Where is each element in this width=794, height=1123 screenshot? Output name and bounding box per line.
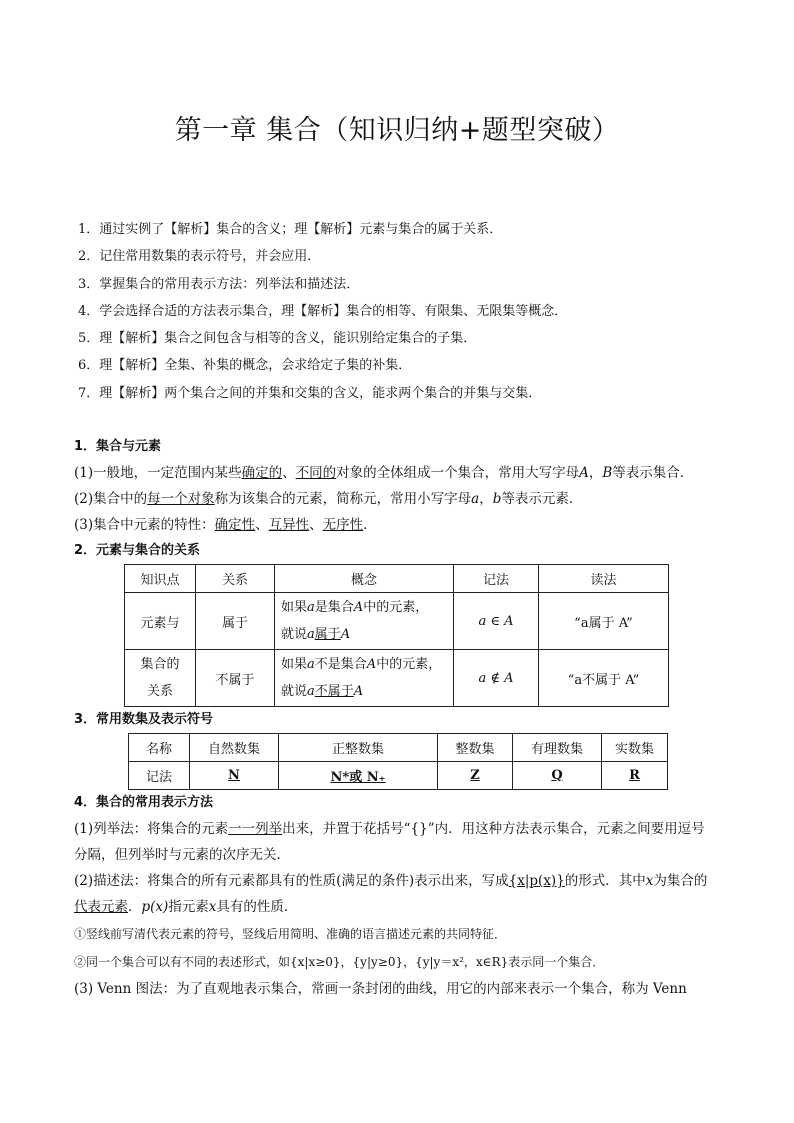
table-cell-concept: 如果a是集合A中的元素， 就说a属于A: [275, 593, 454, 650]
section-heading: 4．集合的常用表示方法: [74, 795, 214, 810]
goal-item: 5．理【解析】集合之间包含与相等的含义，能识别给定集合的子集．: [78, 331, 477, 347]
table-cell: 记法: [129, 762, 190, 790]
note: ②同一个集合可以有不同的表述形式，如{x|x≥0}，{y|y≥0}，{y|y＝x²，x∈R}表示同一个集合．: [74, 955, 605, 969]
table-header-row: [125, 565, 669, 593]
table-cell: 整数集: [438, 734, 513, 762]
table-cell: 名称: [129, 734, 190, 762]
table-cell: 正整数集: [279, 734, 438, 762]
table-cell-concept: 如果a不是集合A中的元素， 就说a不属于A: [275, 650, 454, 707]
element-relation-table: [124, 564, 669, 707]
table-cell: 有理数集: [513, 734, 602, 762]
goal-item: 2．记住常用数集的表示符号，并会应用．: [78, 249, 321, 265]
paragraph: (1)列举法：将集合的元素一一列举出来，并置于花括号“{}”内．用这种方法表示集合，元素之间要用逗号: [74, 821, 705, 837]
section-heading: 3．常用数集及表示符号: [74, 712, 214, 727]
goal-item: 7．理【解析】两个集合之间的并集和交集的含义，能求两个集合的并集与交集．: [78, 385, 542, 401]
paragraph: (1)一般地，一定范围内某些确定的、不同的对象的全体组成一个集合，常用大写字母A，B等表示集合．: [74, 465, 694, 481]
table-cell: 实数集: [602, 734, 668, 762]
table-header-cell: 记法: [454, 565, 539, 593]
table-cell: Z: [438, 762, 513, 790]
goal-item: 6．理【解析】全集、补集的概念，会求给定子集的补集．: [78, 358, 412, 374]
section-heading: 2．元素与集合的关系: [74, 543, 201, 558]
table-header-cell: 知识点: [125, 565, 196, 593]
paragraph: (3)集合中元素的特性：确定性、互异性、无序性．: [74, 517, 377, 533]
table-row: [129, 762, 668, 790]
paragraph: 代表元素．p(x)指元素x具有的性质．: [74, 899, 298, 915]
goal-item: 4．学会选择合适的方法表示集合，理【解析】集合的相等、有限集、无限集等概念．: [78, 303, 568, 319]
table-cell: 不属于: [196, 650, 275, 707]
table-cell: 集合的 关系: [125, 650, 196, 707]
paragraph: (2)描述法：将集合的所有元素都具有的性质(满足的条件)表示出来，写成{x|p(x)}的形式．其中x为集合的: [74, 873, 708, 889]
table-cell: a ∉ A: [454, 650, 539, 707]
table-cell: 属于: [196, 593, 275, 650]
table-row: [125, 650, 669, 707]
paragraph: (2)集合中的每一个对象称为该集合的元素，简称元，常用小写字母a，b等表示元素．: [74, 491, 583, 507]
page-title: 第一章 集合（知识归纳+题型突破）: [174, 115, 620, 146]
table-cell: Q: [513, 762, 602, 790]
section-heading: 1．集合与元素: [74, 439, 162, 454]
table-header-cell: 读法: [539, 565, 669, 593]
table-cell: 自然数集: [190, 734, 279, 762]
main-content: [74, 434, 724, 1002]
table-cell: 元素与: [125, 593, 196, 650]
note: ①竖线前写清代表元素的符号，竖线后用简明、准确的语言描述元素的共同特征．: [74, 927, 507, 941]
table-cell: R: [602, 762, 668, 790]
goal-item: 1．通过实例了【解析】集合的含义；理【解析】元素与集合的属于关系．: [78, 222, 503, 237]
table-cell: N: [190, 762, 279, 790]
table-header-cell: 概念: [275, 565, 454, 593]
table-cell: a ∈ A: [454, 593, 539, 650]
table-cell: “a不属于 A”: [539, 650, 669, 707]
table-row: [125, 593, 669, 650]
table-cell: “a属于 A”: [539, 593, 669, 650]
paragraph: 分隔，但列举时与元素的次序无关．: [74, 847, 290, 863]
table-cell: N*或 N₊: [279, 762, 438, 790]
number-sets-table: [128, 733, 668, 790]
table-row: [129, 734, 668, 762]
table-header-cell: 关系: [196, 565, 275, 593]
goal-item: 3．掌握集合的常用表示方法：列举法和描述法．: [78, 276, 360, 292]
paragraph: (3) Venn 图法：为了直观地表示集合，常画一条封闭的曲线，用它的内部来表示一个集合，称为 Venn: [74, 981, 687, 997]
learning-goals: [78, 216, 567, 407]
